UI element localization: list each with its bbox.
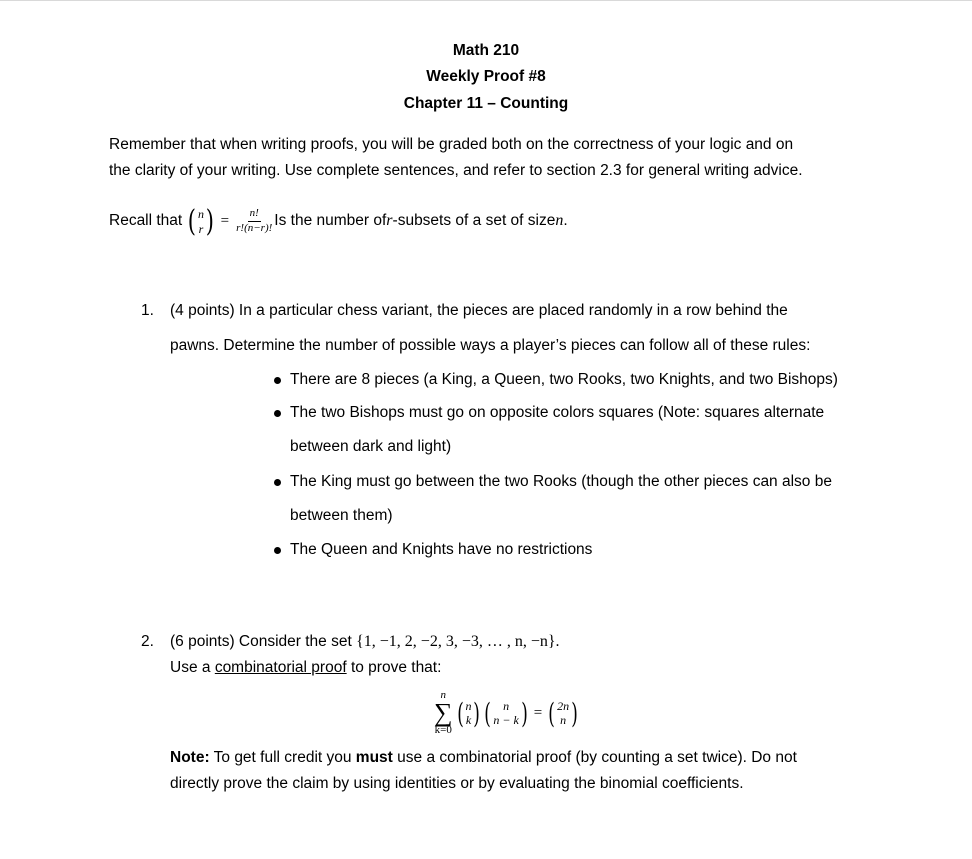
binomial-2n-n: ( 2n n )	[548, 696, 578, 730]
rule-3-line-1: The King must go between the two Rooks (though the other pieces can also be	[290, 473, 832, 490]
rule-1: There are 8 pieces (a King, a Queen, two Rooks, two Knights, and two Bishops)	[290, 371, 838, 388]
combinatorial-proof-term: combinatorial proof	[214, 659, 347, 676]
set-expression: {1, −1, 2, −2, 3, −3, … , n, −n}.	[356, 633, 560, 650]
note-label: Note:	[170, 749, 210, 766]
bullet-icon	[274, 410, 281, 417]
bullet-icon	[274, 547, 281, 554]
binomial-n-k: ( n k )	[456, 696, 481, 730]
problem-1-line-2: pawns. Determine the number of possible ways a player’s pieces can follow all of these rules:	[170, 337, 811, 354]
summation-identity: n ∑ k=0 ( n k ) ( n n − k ) = ( 2n n )	[434, 681, 580, 745]
intro-line-1: Remember that when writing proofs, you will be graded both on the correctness of your logic and on	[109, 136, 794, 153]
note-line-2: directly prove the claim by using identities or by evaluating the binomial coefficients.	[170, 775, 744, 792]
problem-1-number: 1.	[141, 302, 154, 319]
factorial-fraction: $\frac{n!}{r!(n-r)!}$	[236, 206, 273, 234]
problem-2-number: 2.	[141, 633, 154, 650]
sigma-icon: ∑	[434, 697, 453, 727]
recall-line: Recall that ( n r ) = $\frac{n!}{r!(n-r)!}$ Is the number of r -subsets of a set of size n .	[109, 203, 568, 239]
problem-2-line-2: Use a combinatorial proof to prove that:	[170, 659, 442, 676]
bullet-icon	[274, 377, 281, 384]
bullet-icon	[274, 479, 281, 486]
note-line-1: Note: To get full credit you must use a combinatorial proof (by counting a set twice). Do not	[170, 749, 797, 766]
page-top-border	[0, 0, 972, 1]
rule-4: The Queen and Knights have no restrictions	[290, 541, 593, 558]
problem-2-line-1: (6 points) Consider the set {1, −1, 2, −2, 3, −3, … , n, −n}.	[170, 633, 560, 650]
course-title: Math 210	[452, 42, 520, 59]
rule-3-line-2: between them)	[290, 507, 393, 524]
binomial-n-r: ( n r )	[187, 203, 214, 239]
intro-line-2: the clarity of your writing. Use complete sentences, and refer to section 2.3 for general writing advice.	[109, 162, 803, 179]
chapter-title: Chapter 11 – Counting	[403, 95, 569, 112]
assignment-title: Weekly Proof #8	[426, 68, 546, 85]
rule-2-line-1: The two Bishops must go on opposite colors squares (Note: squares alternate	[290, 404, 825, 421]
summation: n ∑ k=0	[434, 688, 453, 737]
must-emphasis: must	[355, 749, 393, 766]
binomial-n-n-minus-k: ( n n − k )	[484, 696, 528, 730]
rule-2-line-2: between dark and light)	[290, 438, 452, 455]
problem-1-line-1: (4 points) In a particular chess variant, the pieces are placed randomly in a row behind the	[170, 302, 788, 319]
recall-prefix: Recall that	[109, 212, 183, 229]
